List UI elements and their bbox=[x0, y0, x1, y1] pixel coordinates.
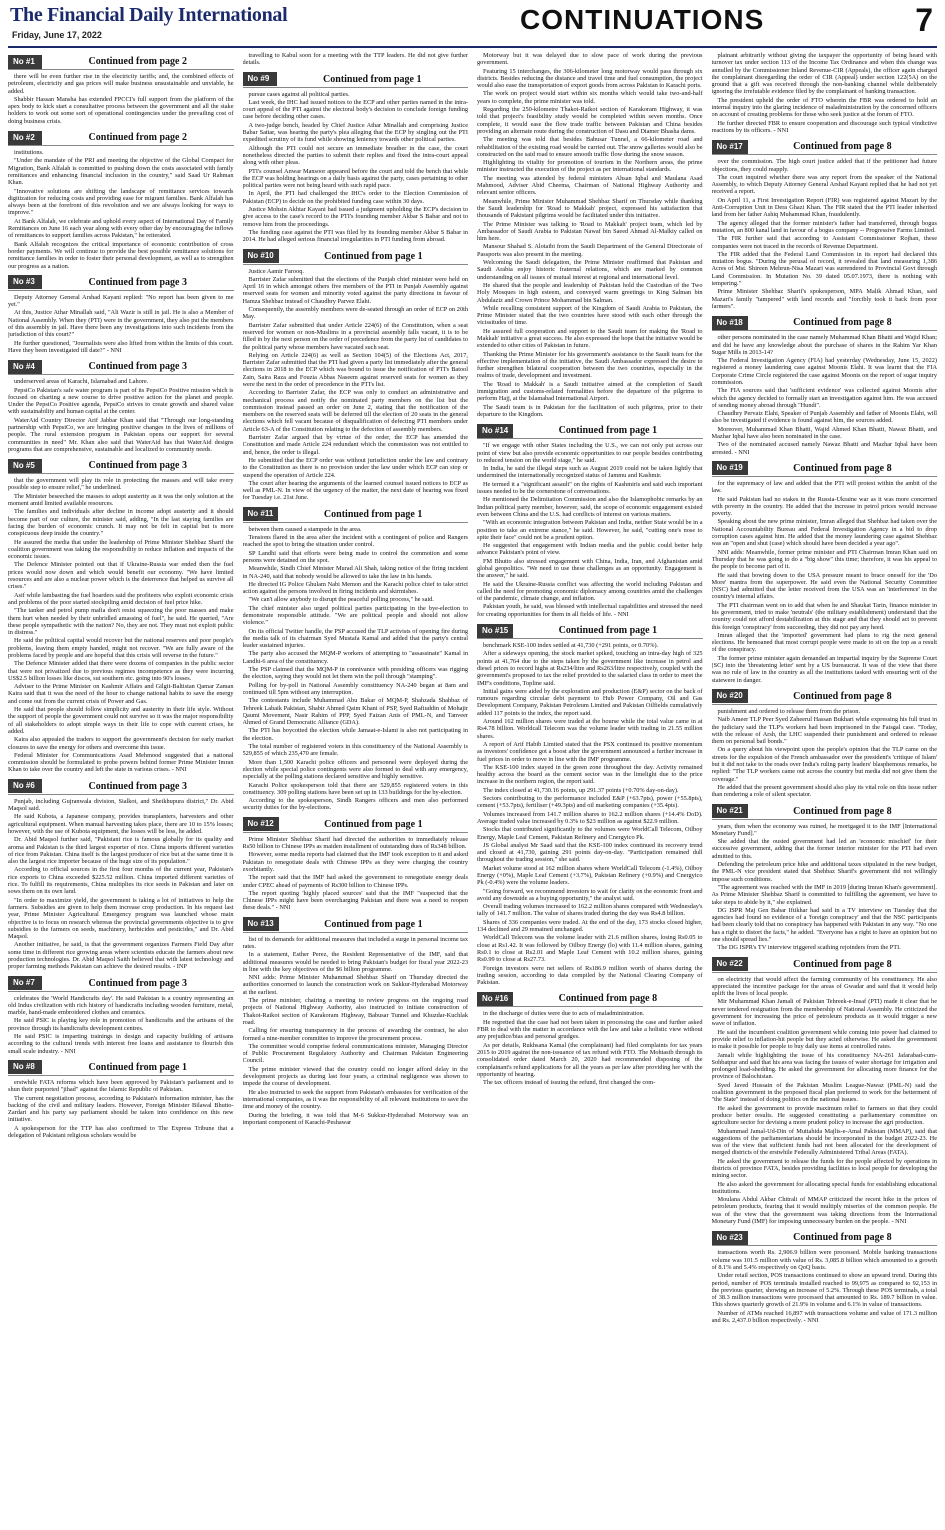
article-paragraph: Meanwhile, Sindh Chief Minister Murad Ali Shah, taking notice of the firing incident in NA-240, said that nobody would be allowed to take the law in his hands. bbox=[242, 565, 468, 580]
article-paragraph: He said Pakistan had no stakes in the Russia-Ukraine war as it was more concerned with poverty in the country. He added that the increase in petrol prices would increase poverty. bbox=[711, 495, 937, 518]
article-paragraph: Punjab, including Gujranwala division, Sialkot, and Sheikhupura district," Dr. Abid Maqsol said. bbox=[8, 797, 234, 813]
article-paragraph: celebrates the 'World Handicrafts day'. He said Pakistan is a country representing an old Indus civilization with rich history of handicrafts including wooden furniture, metal, marble, hand-made embroidered clothes and ceramics. bbox=[8, 994, 234, 1017]
continued-from-label: Continued from page 8 bbox=[793, 462, 892, 474]
article bbox=[243, 507, 469, 812]
article-paragraph: The current negotiation process, according to Pakistan's information minister, has the backing of the civil and military leaders. However, Foreign Minister Bilawal Bhutto-Zardari and his party say parliament should be taken into confidence on this new initiative. bbox=[8, 1094, 234, 1124]
continued-from-label: Continued from page 3 bbox=[88, 780, 187, 792]
article-paragraph: Consequently, the assembly members were de-seated through an order of ECP on 20th May. bbox=[242, 306, 468, 321]
column-4 bbox=[712, 52, 938, 1522]
article-paragraph: The court inquired whether there was any report from the speaker of the National Assembly, to which Deputy Attorney General Arshad Kayani replied that he had not yet received a report. bbox=[711, 173, 937, 196]
article-paragraph: there will be even further rise in the electricity tariffs; and, the combined effects of petroleum, electricity and gas prices will make business unsustainable and unviable, he added. bbox=[8, 73, 234, 95]
article-paragraph: The FIR further said that according to Assistant Commissioner Rojhan, these companies were not traced in the records of Revenue Department. bbox=[711, 235, 937, 250]
article-paragraph: PTI's counsel Anwar Mansoor appeared before the court and told the bench that while the ECP was holding hearings on a daily basis against the party, cases pertaining to other political parties were not being heard with such rapid pace. bbox=[242, 167, 468, 190]
article-paragraph: Under retail section, POS transactions continued to show an upward trend. During this period, number of POS terminals installed reached to 99,975 as compared to 92,153 in the previous quarter, showing an increase of 5.2%. Through these POS terminals, a total of 38.3 million transactions were processed that amounted to Rs. 189.7 billion in value. This shows quarterly growth of 21.9% in volume and 6.1% in value of transactions. bbox=[711, 1272, 937, 1309]
article-paragraph: JS Global analyst Mr Saad said that the KSE-100 index continued its recovery trend and closed at 41,730, gaining 291 points day-on-day. "Participation remained dull throughout the trading session," she said. bbox=[477, 841, 703, 864]
article-paragraph: Justice Aamir Farooq. bbox=[248, 267, 304, 275]
article-paragraph: While recalling consistent support of the Kingdom of Saudi Arabia to Pakistan, the Prime Minister stated that the two countries have stood with each other through the vicissitudes of time. bbox=[477, 304, 703, 327]
article-paragraph: The Saudi team is in Pakistan for the facilitation of such pilgrims, prior to their departure to the Kingdom. bbox=[477, 403, 703, 418]
continued-from-label: Continued from page 3 bbox=[88, 276, 187, 288]
article-paragraph: Naib Ameer TLP Peer Syed Zaheerul Hassan Bukhari while expressing his full trust in the judiciary said the TLP's workers had been imprisoned in the Faisgal case. "Today, with the release of Arsh, the LHC suspended their punishment and ordered to release them on personal bail bonds." bbox=[711, 716, 937, 746]
article-paragraph: At this, Justice Athar Minallah said, "Ali Wazir is still in jail. He is also a Member of National Assembly. When they (PTI) were in the government, they also put the members of this assembly in jail. Have there been any investigations into such incidents from the jurisdiction of this court?" bbox=[8, 309, 234, 339]
article-paragraph: The index closed at 41,730.16 points, up 291.37 points (+0.70% day-on-day). bbox=[483, 786, 679, 794]
article-paragraph: The Federal Investigation Agency (FIA) had yesterday (Wednesday, June 15, 2022) registered a money laundering case against Moonis Elahi. It was learnt that the FIA Corporate Crime Circle registered the case against Moonis on the report of sugar inquiry commission. bbox=[711, 357, 937, 386]
article-header bbox=[243, 817, 469, 833]
continued-from-label: Continued from page 3 bbox=[88, 361, 187, 373]
article-paragraph: Stocks that contributed significantly to the volumes were WorldCall Telecom, Oilboy Energy, Maple Leaf Cement, Pakistan Refinery and Cnergyico Pk. bbox=[477, 826, 703, 841]
column-3 bbox=[477, 52, 703, 1522]
article-paragraph: On its official Twitter handle, the PSP accused the TLP activists of opening fire during the media talk of its chairman Syed Mustafa Kamal and added that the party's central leader sustained injuries. bbox=[242, 627, 468, 650]
article-paragraph: Kaira also appealed the traders to support the government's decision for early market closures to save the energy for others and overcome this issue. bbox=[8, 736, 234, 751]
article-paragraph: Two of the nominated accused namely Nawaz Bhatti and Mazhar Iqbal have been arrested. - NNI bbox=[711, 441, 937, 456]
article bbox=[8, 458, 234, 774]
continued-from-label: Continued from page 8 bbox=[793, 805, 892, 817]
article-header bbox=[243, 917, 469, 933]
article-paragraph: He submitted that the ECP order was without jurisdiction under the law and contrary to the Constitution as there is no provision under the law under which ECP can stop or suspend the operation of Article 224. bbox=[242, 456, 468, 479]
masthead-rule bbox=[8, 46, 937, 48]
article-paragraph: The meeting was attended by federal ministers Ahsan Iqbal and Maulana Asad Mahmood, Adviser Abid Cheema, Chairman of National Highway Authority and relevant senior officers. bbox=[477, 174, 703, 197]
article bbox=[712, 461, 938, 684]
article-paragraph: At Bank Alfalah, we celebrate and uphold every aspect of International Day of Family Remittances on June 16 each year along with every other day by encouraging the inflows of remittances to support families across Pakistan," he reiterated. bbox=[8, 217, 234, 240]
article-paragraph: Number of ATMs reached 16,897 with transactions volume and value of 171.3 million and Rs. 2,437.0 billion respectively. - NNI bbox=[711, 1309, 937, 1325]
article-paragraph: However, some media reports had claimed that the IMF took exception to it and asked Pakistan to renegotiate deals with Chinese IPPs as they were charging the country exorbitantly. bbox=[242, 851, 468, 873]
article bbox=[477, 991, 703, 1086]
article-paragraph: Foreign investors were net sellers of Rs186.9 million worth of shares during the trading session, according to data compiled by the National Clearing Company of Pakistan. bbox=[477, 964, 703, 987]
continued-from-label: Continued from page 1 bbox=[558, 425, 658, 437]
article-paragraph: He assured the media that under the leadership of Prime Minister Shehbaz Sharif the coalition government was taking the responsibility to reduce inflation and impacts of the economic issues. bbox=[8, 538, 234, 561]
article-number-tag: No #9 bbox=[243, 72, 277, 86]
article-paragraph: The report said that the IMF had asked the government to renegotiate energy deals under CPEC ahead of payments of Rs300 billion to Chinese IPPs. bbox=[242, 874, 468, 889]
article-paragraph: Another initiative, he said, is that the government organizes Farmers Field Day after some time in different rice growing areas where scientists educate the farmers about new production technologies. Dr. Abid Maqsol Saith believed that with latest technology and proper farming methods Pakistan can achieve the desired results. - INP bbox=[8, 941, 234, 971]
article-header bbox=[477, 423, 703, 439]
article-paragraph: The former prime minister again demanded an impartial inquiry by the Supreme Court (SC) into the 'threatening letter' sent by a US bureaucrat. It was of the view that there was no rule of law in the country as all the institutions tasked with ensuring writ of the statewere in danger. bbox=[711, 654, 937, 684]
article-paragraph: Prime Minister Shehbaz Sharif had directed the authorities to immediately release Rs50 billion to Chinese IPPs as maiden installment of outstanding dues of Rs348 billion. bbox=[242, 835, 468, 851]
article-paragraph: Justice Mohsin Akhtar Kayani had issued a judgment upholding the ECP's decision to give access to the case's record to the PTI's founding member Akbar S Babar and not to remove him from the proceedings. bbox=[242, 206, 468, 228]
article-paragraph: More than 1,500 Karachi police officers and personnel were deployed during the election while special police contingents were also formed to deal with any emergency, especially at the polling stations declared sensitive and highly sensitive. bbox=[242, 758, 468, 781]
article-paragraph: Regarding the 250-kilometre Thakot-Raikot section of Karakoram Highway, it was told that project's feasibility study would be completed within seven months. Once complete, it would ease the flow trade traffic between Pakistan and China besides providing an alternate route during the construction of Dasu and Diamer Bhasha dams. bbox=[477, 106, 703, 135]
article-paragraph: The tax officers instead of issuing the refund, first changed the com- bbox=[483, 1079, 656, 1087]
article-paragraph: The Prime Minister was talking to 'Road to Makkah' project team, which led by Ambassador of Saudi Arabia to Pakistan Nawaf bin Saeed Ahmad Al-Malkiy called on him here. bbox=[477, 220, 703, 243]
article-paragraph: The PTI has boycotted the election while Jamaat-e-Islami is also not participating in the election. bbox=[242, 727, 468, 742]
issue-date: Friday, June 17, 2022 bbox=[12, 30, 102, 40]
article-paragraph: He said the incumbent coalition government while coming into power had claimed to provide relief to inflation-hit people but they acted otherwise. He asked the government to make it possible for people to buy daily use items at controlled rates. bbox=[711, 1028, 937, 1051]
article-paragraph: transactions worth Rs. 2,906.9 billion were processed. Mobile banking transactions volume was 101.5 million with value of Rs. 3,085.8 billion which amounted to a growth of 8.1% and 5.4% respectively on QoQ basis. bbox=[711, 1249, 937, 1271]
continued-from-label: Continued from page 1 bbox=[323, 508, 423, 520]
article-paragraph: He shared that the people and leadership of Pakistan hold the Custodian of the Two Holy Mosques in high esteem, and conveyed warm greetings to King Salman bin Abdulaziz and Crown Prince Mohammad bin Salman. bbox=[477, 281, 703, 304]
continued-from-label: Continued from page 2 bbox=[88, 56, 187, 67]
article-paragraph: The agency alleged that the former minister's father had transferred, through bogus mutation, an 800 kanal land in favour of a bogus company -- Progressive Farms Limited. bbox=[711, 219, 937, 234]
article-paragraph: Barrister Zafar submitted that the elections of the Punjab chief minister were held on April 16 in which amongst others five members of the PTI in Punjab Assembly against reserved seats for women and minority voted against the party directions in favour of Hamza Shehbaz instead of Chaudhry Parvez Elahi. bbox=[242, 275, 468, 305]
continued-from-label: Continued from page 2 bbox=[88, 132, 187, 144]
article-number-tag: No #4 bbox=[8, 360, 42, 374]
article-number-tag: No #6 bbox=[8, 779, 42, 793]
article-paragraph: Barrister Zafar submitted that under Article 224(6) of the Constitution, when a seat reserved for women or non-Muslims in a provincial assembly falls vacant, it is to be filled in by the next person on the order of precedence from the party list of candidates to the political party whose members have vacated such seat. bbox=[242, 321, 468, 351]
article-number-tag: No #20 bbox=[712, 689, 748, 703]
article-paragraph: The prime minister, chairing a meeting to review progress on the ongoing road projects of National Highway Authority, also instructed to initiate construction of Thakot-Raikot section of Karakoram Highway, Babusar Tunnel and Khuzdar-Kuchlak road. bbox=[242, 997, 468, 1026]
article-header bbox=[8, 275, 234, 291]
article-paragraph: Mansour Shahad S. Alotaibi from the Saudi Department of the General Directorate of Passports was also present in the meeting. bbox=[477, 243, 703, 258]
article-paragraph: that the government will play its role in protecting the masses and will take every possible step to ensure relief," he underlined. bbox=[8, 477, 234, 492]
article-paragraph: Shares of 336 companies were traded. At the end of the day, 173 stocks closed higher, 134 declined and 29 remained unchanged. bbox=[477, 918, 703, 934]
article bbox=[8, 1060, 234, 1139]
continued-from-label: Continued from page 8 bbox=[793, 958, 892, 970]
continued-from-label: Continued from page 1 bbox=[323, 73, 422, 85]
article-header bbox=[243, 249, 469, 265]
article-paragraph: NNI adds: Meanwhile, former prime minister and PTI Chairman Imran Khan said on Thursday that he was going to do a "big show" this time; therefore, it was his appeal to the people to become part of it. bbox=[711, 548, 937, 571]
continued-from-label: Continued from page 1 bbox=[88, 1061, 187, 1073]
article-paragraph: "Going forward, we recommend investors to wait for clarity on the economic front and avoid any downside as a buying opportunity," the analyst said. bbox=[477, 887, 703, 902]
article-paragraph: in the discharge of duties were due to acts of maladministration. bbox=[483, 1010, 645, 1018]
article bbox=[477, 52, 703, 418]
article-paragraph: The families and individuals after decline in income adopt austerity and it should become part of our culture, the minister said, adding, "In the last staying families are facing the burden of economic crunch. It may not be felt in capital but is more conspicuous deep inside the country." bbox=[8, 508, 234, 538]
article-number-tag: No #7 bbox=[8, 976, 42, 990]
continued-from-label: Continued from page 1 bbox=[558, 625, 658, 637]
column-1 bbox=[8, 52, 234, 1522]
article-number-tag: No #15 bbox=[477, 624, 513, 638]
article-paragraph: The meeting was told that besides Babusar Tunnel, a 66-kilometer road and rehabilitation of the existing road would be carried out. The snow galleries would also be constructed on the said road to ensure smooth traffic flow during the snow season. bbox=[477, 136, 703, 158]
article bbox=[243, 817, 469, 912]
article-paragraph: He asked the government to release the funds for the people affected by operations in districts of province FATA, besides providing facilities to local people for developing the mining sector. bbox=[711, 1157, 937, 1180]
article-paragraph: The 'Road to Makkah' is a Saudi initiative aimed at the completion of Saudi immigration and customs-related formalities before the departure of the pilgrims to perform Hajj, at the Islamabad International Airport. bbox=[477, 380, 703, 403]
article-number-tag: No #19 bbox=[712, 461, 748, 475]
article bbox=[712, 52, 938, 134]
article-paragraph: "If we engage with other States including the U.S., we can not only put across our point of view but also provide economic opportunities to our people besides contributing to reduced tension on the world stage," he said. bbox=[477, 442, 703, 464]
article-paragraph: plainant arbitrarily without giving the taxpayer the opportunity of being heard with turnover tax under section 113 of the Income Tax Ordinance and when this change was annulled by the Commissioner Inland Revenue-CIR (Appeals), the officer again charged the complainant disregarding the order of CIR (Appeal) under section 122(5A) on the ground that a gift was received through the non-banking channel while deliberately ignoring the irrefutable evidence filed by the complainant of banking transaction. bbox=[711, 52, 937, 96]
article-paragraph: Meanwhile, Prime Minister Muhammad Shehbaz Sharif on Thursday while thanking the Saudi leadership for 'Road to Makkah' project, expressed his satisfaction that thousands of Pakistani pilgrims would be facilitated under this initiative. bbox=[477, 197, 703, 220]
article-header bbox=[243, 507, 469, 523]
article-paragraph: WaterAid Country Director Arif Jabbar Khan said that "Through our long-standing partnership with PepsiCo, we are bringing positive changes in the lives of millions of people. The rural extension program in Pakistan opens our support for several communities in need" Mr. Khan also said that WaterAid has that WaterAid designs programs that are comprehensive, sustainable and localized to community needs. bbox=[8, 416, 234, 453]
article bbox=[712, 957, 938, 1226]
article-number-tag: No #12 bbox=[243, 817, 279, 831]
article-paragraph: benchmark KSE-100 index settled at 41,730 (+291 points, or 0.70%). bbox=[483, 642, 659, 650]
masthead bbox=[0, 0, 945, 48]
article-paragraph: Prime Minister Shehbaz Sharif's spokesperson, MPA Malik Ahmad Khan, said Mazari's family "tampered" with land records and "forcibly took it back from poor farmers". bbox=[711, 288, 937, 310]
article-paragraph: A spokesperson for the TTP has also confirmed to The Express Tribune that a delegation of Pakistani religious scholars would be bbox=[8, 1124, 234, 1140]
article-paragraph: He further questioned, "Journalists were also lifted from within the limits of this court. Have they been investigated till date?" - NNI bbox=[8, 339, 234, 354]
article-paragraph: The work on project would start within six months which would take two-and-half years to complete, the prime minister was told. bbox=[477, 90, 703, 105]
continued-from-label: Continued from page 8 bbox=[793, 141, 892, 153]
article-paragraph: underserved areas of Karachi, Islamabad and Lahore. bbox=[14, 378, 149, 386]
article-paragraph: He regretted that the case had not been taken in processing the case and further asked FBR to deal with the matter in accordance with the law and take a holistic view without any prejudice/bias and personal grudges. bbox=[477, 1018, 703, 1041]
article-header bbox=[712, 139, 938, 155]
article-paragraph: He said the Ukraine-Russia conflict was affecting the world including Pakistan and called the need for promoting economic diplomacy among countries amid the challenges of the pandemic, climate change, and inflation. bbox=[477, 580, 703, 603]
article-paragraph: FM Bhutto also stressed engagement with China, India, Iran, and Afghanistan amid global geopolitics. "We need to use these challenges as an opportunity. Engagement is the answer," he said. bbox=[477, 557, 703, 580]
article-paragraph: Speaking about the new prime minister, Imran alleged that Shehbaz had taken over the National Accountability Bureau and Federal Investigation Agency in a bid to drop corruption cases against him. He added that the money laundering case against Shehbaz was an "open and shut (case) which should have been decided a year ago". bbox=[711, 518, 937, 548]
article bbox=[712, 315, 938, 456]
article-paragraph: He added that the present government should also play its vital role on this issue rather than rendering a role of silent spectator. bbox=[711, 783, 937, 799]
article-paragraph: A report of Arif Habib Limited stated that the PSX continued its positive momentum as investors' confidence got a boost after the government announced a further increase in fuel prices in order to move in line with the IMF programme. bbox=[477, 740, 703, 763]
article-number-tag: No #8 bbox=[8, 1060, 42, 1074]
article-paragraph: other persons nominated in the case namely Muhammad Khan Bhatti and Wajid Khan; and did he have any knowledge about the purchase of shares in the Rahim Yar Khan Sugar Mills in 2013-14? bbox=[711, 334, 937, 356]
article-paragraph: In India, he said the illegal steps such as August 2019 could not be taken lightly that undermined the internationally recognized status of Jammu and Kashmir. bbox=[477, 465, 703, 480]
article-paragraph: The DG ISPR's TV interview triggered scathing rejoinders from the PTI. bbox=[717, 944, 901, 952]
article-header bbox=[8, 130, 234, 146]
article-paragraph: The FIA sources said that 'sufficient evidence' was collected against Moonis after which the agency decided to formally start an investigation against him. He was accused of sending money abroad through "Hundi". bbox=[711, 387, 937, 409]
article-number-tag: No #14 bbox=[477, 424, 513, 438]
article-paragraph: The prime minister viewed that the country could no longer afford delay in the development projects as during last four years, a criminal negligence was shown to impede the course of development. bbox=[242, 1065, 468, 1088]
article-paragraph: Highlighting its vitality for promotion of tourism in the Northern areas, the prime minister instructed the execution of the project as per international standards. bbox=[477, 159, 703, 174]
article bbox=[712, 1230, 938, 1324]
article-header bbox=[243, 72, 469, 88]
article-paragraph: erstwhile FATA reforms which have been approved by Pakistan's parliament and to shun their purported "jihad" against the Islamic Republic of Pakistan. bbox=[8, 1078, 234, 1094]
article-paragraph: travelling to Kabul soon for a meeting with the TTP leaders. He did not give further details. bbox=[242, 52, 468, 67]
article-header bbox=[8, 54, 234, 70]
article-paragraph: He suggested that engagement with Indian media and the public could better help advance Pakistan's point of view. bbox=[477, 542, 703, 557]
article bbox=[8, 976, 234, 1055]
article bbox=[8, 54, 234, 125]
article-paragraph: Defending the petroleum price hike and additional taxes stipulated in the new budget, the PML-N vice president stated that Shehbaz Sharif's government did not willingly impose such conditions. bbox=[711, 861, 937, 883]
continued-from-label: Continued from page 8 bbox=[558, 993, 658, 1005]
article-paragraph: The court after hearing the arguments of the learned counsel issued notices to ECP as well as PML-N. In view of the urgency of the matter, the next date of hearing was fixed for Tuesday i.e. 21st June. bbox=[242, 479, 468, 502]
article-paragraph: Deputy Attorney General Arshad Kayani replied: "No report has been given to me yet." bbox=[8, 293, 234, 309]
article-paragraph: Syed Javed Hussain of the Pakistan Muslim League-Nawaz (PML-N) said the coalition government in the proposed fiscal plan preferred to work for the betterment of "the State" instead of doing politics on the national issues. bbox=[711, 1081, 937, 1104]
newspaper-title: The Financial Daily International bbox=[10, 4, 288, 26]
article-paragraph: During the briefing, it was told that M-6 Sukkur-Hyderabad Motorway was an important component of Karachi-Peshawar bbox=[242, 1111, 468, 1126]
article-columns bbox=[8, 52, 937, 1522]
article-paragraph: He asked the government to provide maximum relief to farmers so that they could produce better results. He suggested constituting a parliamentary committee on agriculture sector for devising a more prudent policy to increase the agri production. bbox=[711, 1104, 937, 1127]
article-paragraph: She added that the ousted government had led an 'economic mischief' for their successive government, adding that the former interior minister for the PTI had even admitted to this. bbox=[711, 838, 937, 860]
article-paragraph: Welcoming the Saudi delegation, the Prime Minister reaffirmed that Pakistan and Saudi Arabia enjoy historic fraternal relations, which are marked by common understanding on all issues of mutual interest at regional and international level. bbox=[477, 259, 703, 281]
article bbox=[712, 804, 938, 952]
article bbox=[243, 249, 469, 502]
article-paragraph: WorldCall Telecom was the volume leader with 21.6 million shares, losing Rs0.05 to close at Rs1.42. It was followed by Oilboy Energy (lo) with 11.4 million shares, gaining Rs0.1 to close at Rs2.01 and Maple Leaf Cement with 10.2 million shares, gaining Rs0.99 to close at Rs27.73. bbox=[477, 934, 703, 964]
article-paragraph: Muhammad Jamal-Ud-Din of Muttahida Majlis-e-Amal Pakistan (MMAP), said that suggestions of the parliamentarians should be incorporated in the budget 2022-23. He was of the view that sufficient funds had not been allocated for the development of merged districts of the erstwhile Federally Administered Tribal Areas (FATA). bbox=[711, 1127, 937, 1157]
article-number-tag: No #13 bbox=[243, 917, 279, 931]
article-paragraph: He further directed FBR to ensure cooperation and discourage such typical vindictive reactions by its officers. - NNI bbox=[711, 119, 937, 134]
article-paragraph: Relying on Article 224(6) as well as Section 104(5) of the Elections Act, 2017, Barrister Zafar submitted that the PTI had given a party list immediately after the general elections in 2018 to the ECP which was bound to issue the notification of PTI's Batool Zain, Saira Raza and Fouzia Abbas Naseem against reserved seats for women as they were the next in the order of precedence in the PTI's list. bbox=[242, 351, 468, 388]
article-header bbox=[477, 623, 703, 639]
article bbox=[712, 689, 938, 799]
section-title: CONTINUATIONS bbox=[520, 4, 765, 35]
article-number-tag: No #23 bbox=[712, 1231, 748, 1245]
article-header bbox=[712, 804, 938, 820]
article-paragraph: Overall trading volumes increased to 162.2 million shares compared with Wednesday's tally of 141.7 million. The value of shares traded during the day was Rs4.8 billion. bbox=[477, 903, 703, 918]
article-paragraph: institutions. bbox=[14, 149, 44, 157]
article-paragraph: The PTI chairman went on to add that when he and Shaukat Tarin, finance minister in his government, tried to make 'neutrals' (the military establishment) understand that the country could not afford destabilization at this stage and that they should act to prevent this foreign 'conspiracy' from succeeding, they did not pay any heed. bbox=[711, 601, 937, 631]
article-paragraph: list of its demands for additional measures that included a surge in personal income tax rates. bbox=[242, 935, 468, 950]
article-paragraph: Thanking the Prime Minister for his government's assistance to the Saudi team for the effective implementation of the initiative, the Saudi Ambassador expressed the desire to further strengthen bilateral cooperation between the two countries, especially in the realms of trade, development and investment. bbox=[477, 350, 703, 380]
continued-from-label: Continued from page 3 bbox=[88, 460, 187, 472]
article-header bbox=[477, 991, 703, 1007]
article-paragraph: on electricity that would affect the farming community of his constituency. He also appreciated the incentive package for the areas of Gwadar and said that it would help uplift the lives of local people. bbox=[711, 975, 937, 998]
article bbox=[243, 917, 469, 1126]
article bbox=[712, 139, 938, 310]
article-header bbox=[8, 458, 234, 474]
article-paragraph: Initial gains were aided by the exploration and production (E&P) sector on the back of rumours regarding circular debt payment to Hub Power Company, Oil and Gas Development Company, Pakistan Petroleum Limited and Pakistan Oilfields cumulatively added 117 points to the index, the report said. bbox=[477, 687, 703, 717]
article-paragraph: Mir Muhammad Khan Jamali of Pakistan Tehreek-e-Insaf (PTI) made it clear that he never tendered resignation from the membership of National Assembly. He criticized the government for increasing the price of petroleum products as it would trigger a new wave of inflation. bbox=[711, 998, 937, 1028]
article-paragraph: Last week, the IHC had issued notices to the ECP and other parties named in the intra-court appeal of the PTI against the electoral body's decision to conclude foreign funding case before deciding other cases. bbox=[242, 98, 468, 121]
article-paragraph: The funding case against the PTI was filed by its founding member Akbar S Babar in 2014. He had alleged serious financial irregularities in PTI funding from abroad. bbox=[242, 228, 468, 244]
article-header bbox=[712, 957, 938, 973]
article-paragraph: According to the spokesperson, Sindh Rangers officers and men also performed security duties for the by-elections. bbox=[242, 797, 468, 812]
article-paragraph: NNI adds: Prime Minister Muhammad Shehbaz Sharif on Thursday directed the authorities concerned to launch the construction work on Sukkur-Hyderabad Motorway at the earliest. bbox=[242, 974, 468, 996]
article-paragraph: The committee would comprise federal communications minister, Managing Director of Public Procurement Regulatory Authority and Chairman Pakistan Engineering Council. bbox=[242, 1042, 468, 1065]
article-paragraph: The Defence Minister added that there were dozens of companies in the public sector that were not privatized due to previous regimes incompetence as they were incurring US$2.5 billion losses like discos, sui southern etc. going into 90's losses. bbox=[8, 660, 234, 682]
article-paragraph: years, then when the economy was ruined, he mortgaged it to the IMF [International Monetary Fund]." bbox=[711, 822, 937, 837]
article-paragraph: The KSE-100 index stayed in the green zone throughout the day. Activity remained healthy across the board as the cement sector was in the limelight due to the price increase in the northern region, the report said. bbox=[477, 763, 703, 786]
article-paragraph: Although the PTI could not secure an immediate breather in the case, the court nonetheless directed the parties to submit their replies and fixed the intra-court appeal along with other pleas. bbox=[242, 144, 468, 167]
article-paragraph: He said that people should follow simplicity and austerity in their life style. Without the support of people the government could not survive so it was the major responsibility of all stakeholders to adopt simple ways in their life to cope with current crises, he added. bbox=[8, 706, 234, 735]
article-paragraph: SP Landhi said that efforts were being made to control the commotion and some persons were detained on the spot. bbox=[242, 549, 468, 564]
article-paragraph: Polling for by-poll in National Assembly constituency NA-240 began at 8am and continued till 5pm without any interruption. bbox=[242, 681, 468, 696]
article-paragraph: Federal Minister for Communications Asad Mehmood suggested that a national commission should be formulated to probe powers behind former Prime Minister Imran Khan to take over the country and left the state in various crises. - NNI bbox=[8, 751, 234, 774]
article-paragraph: He said the political capital would recover but the national reserves and poor people's problems, leaving them empty handed, might not recover. "We are fully aware of the problems faced by people and are hopeful that this crisis will reverse in the future." bbox=[8, 637, 234, 659]
article-paragraph: "In order to maximize yield, the government is taking a lot of initiatives to help the farmers. Subsidies are given to help them increase crop production. In his request last year, Prime Minister Agricultural Emergency program was launched whose main objective is to focus on research whereas the provincial governments objective is to give subsidies to the farmers on seeds, machinery, herbicides and pesticides," and Dr. Abid Maqsol. bbox=[8, 896, 234, 941]
article-header bbox=[712, 1230, 938, 1246]
article-paragraph: He said Kubota, a Japanese company, provides transplanters, harvesters and other agricultural equipment. When manual harvesting takes place, there are 10 to 15% losses; however, with the use of Kubota equipment, the losses will be less, he added. bbox=[8, 813, 234, 835]
article-paragraph: The president upheld the order of FTO wherein the FBR was ordered to hold an internal inquiry into the glaring incidence of maladministration by the concerned officers on account of creating problems for those who seek justice at the forum of FTO. bbox=[711, 96, 937, 119]
article-paragraph: The total number of registered voters in this constituency of the National Assembly is 529,855 of which 235,470 are female. bbox=[242, 743, 468, 758]
article-header bbox=[8, 359, 234, 375]
article-paragraph: "Innovative solutions are shifting the landscape of remittance services towards digitization for reducing costs and providing ease for migrant families. Bank Alfalah has always been at the forefront of this revolution and we are always looking for ways to improve." bbox=[8, 187, 234, 217]
article-number-tag: No #21 bbox=[712, 804, 748, 818]
continued-from-label: Continued from page 8 bbox=[793, 317, 892, 329]
article-number-tag: No #22 bbox=[712, 957, 748, 971]
article-paragraph: PepsiCo Pakistan's safe water program is part of its PepsiCo Positive mission which is focused on charting a new course to drive positive action for the planet and people. Under the PepsiCo Positive agenda, PepsiCo strives to create growth and shared value with sustainability and human capital at the center. bbox=[8, 386, 234, 416]
article-paragraph: Jamali while highlighting the issue of his constituency NA-261 Jafarabad-cum-Sohbatpur and said that his area was facing the issues of water shortage for irrigation and prolonged load-shedding. He asked the government for allocating more finance for the province of Balochistan. bbox=[711, 1051, 937, 1081]
article-paragraph: Featuring 15 interchanges, the 306-kilometer long motorway would pass through six districts. Besides reducing the distance and travel time and fuel consumption, the project would also ease the transportation of export goods from across Pakistan to Karachi ports. bbox=[477, 67, 703, 90]
article-paragraph: over the commission. The high court justice added that if the petitioner had future objections, they could reapply. bbox=[711, 158, 937, 173]
article-paragraph: Around 162 million shares were traded at the bourse while the total value came in at Rs4.78 billion. Worldcall Telecom was the volume leader with trading in 21.55 million shares. bbox=[477, 718, 703, 740]
article-number-tag: No #11 bbox=[243, 507, 279, 521]
article-number-tag: No #18 bbox=[712, 316, 748, 330]
article-paragraph: pursue cases against all political parties. bbox=[248, 90, 350, 98]
article-paragraph: The contestants include Muhammad Abu Bakar of MQM-P, Shahzada Shahbaz of Tehreek Labaik Pakistan, Shabir Ahmed Qaim Khani of PSP, Syed Rafiuddin of Mohajir Qaumi Movement, Nasir Rahim of PPP, Syed Faizan Anis of PML-N, and Tanveer Ahmed of Grand Democratic Alliance (GDA). bbox=[242, 697, 468, 727]
article-paragraph: Adviser to the Prime Minister on Kashmir Affairs and Gilgit-Baltistan Qamar Zaman Kaira said that it was the need of the hour to change national habits to save the energy and come out from the current crisis of Power and Gas. bbox=[8, 683, 234, 705]
article-paragraph: "The tanker and petrol pump mafia don't resist squeezing the poor masses and make them hurt when needed by their unbridled amassing of fuel", he said. He queried, "Are these people sympathetic with the nation? No, they are not. They must not exploit public in distress." bbox=[8, 607, 234, 637]
article-number-tag: No #17 bbox=[712, 140, 748, 154]
article-paragraph: DG ISPR Maj Gen Babar Iftikhar had said in a TV interview on Tuesday that the agencies had found no evidence of a 'foreign conspiracy' and that the NSC participants had been clearly told that no conspiracy has happened with Pakistan in any way. "No one has a right to distort the facts," he added. "Everyone has a right to have an opinion but no one should spread lies." bbox=[711, 906, 937, 943]
article-paragraph: "Under the mandate of the PRI and meeting the objective of the Global Compact for Migration, Bank Alfalah is committed to pushing down the costs associated with family remittances and enhancing financial inclusion in the country," said Saad Ur Rahman Khan. bbox=[8, 157, 234, 187]
article-number-tag: No #16 bbox=[477, 992, 513, 1006]
article-paragraph: After a sideways opening, the stock market spiked, touching an intra-day high of 325 points at 41,764 due to the steps taken by the government like increase in petrol and diesel prices to record highs at Rs234/litre and Rs263/litre respectively, coupled with the government's proposed to tax the relief provided to the salaried class in order to meet the IMF's conditions, Topline said. bbox=[477, 650, 703, 687]
article-number-tag: No #3 bbox=[8, 275, 42, 289]
article-number-tag: No #2 bbox=[8, 131, 42, 145]
article-paragraph: "The agreement was reached with the IMF in 2019 [during Imran Khan's government]. As Prime Minister Shehbaz Sharif is committed to fulfilling the agreement, we have to take steps to abide by it," she explained. bbox=[711, 883, 937, 906]
continued-from-label: Continued from page 1 bbox=[324, 250, 423, 262]
article-paragraph: On a query about his viewpoint upon the people's opinion that the TLP came on the streets for the expulsion of the French ambassador over the president's 'critique of Islam' but it did not take to the roads over India's ruling party leaders' blasphemous remarks, he replied: "The TLP workers came out across the country but media did not give them the coverage." bbox=[711, 746, 937, 783]
article-number-tag: No #1 bbox=[8, 55, 42, 69]
article-paragraph: He also instructed to seek the support from Pakistan's embassies for verification of the international companies, as it was the responsibility of all relevant institutions to save the time and money of the country. bbox=[242, 1088, 468, 1111]
article-paragraph: Calling for ensuring transparency in the process of awarding the contract, he also formed a nine-member committee to improve the procurement process. bbox=[242, 1027, 468, 1042]
article-paragraph: As per details, Rukhsana Kamal (the complainant) had filed complaints for tax years 2015 to 2019 against the non-issuance of tax refund with FTO. The Mohtasib through its consolidated order dated March 20, 2020 had recommended disposing of the complainant's refund applications for all the years as per law after providing her with the opportunity of hearing. bbox=[477, 1041, 703, 1078]
article-paragraph: On April 11, a First Investigation Report (FIR) was registered against Mazari by the Anti-Corruption Unit in Dera Ghazi Khan. The FIR stated that the PTI leader inherited land from her father Ashiq Muhammad Khan, fraudulently. bbox=[711, 196, 937, 219]
article-paragraph: Market volume stood at 162 million shares where WorldCall Telecom (-1.4%), Oilboy Energy (+0%), Maple Leaf Cement (+3.7%), Pakistan Refinery (+0.9%) and Cnergyico Pk (-0.4%) were the volume leaders. bbox=[477, 864, 703, 887]
continued-from-label: Continued from page 1 bbox=[324, 918, 423, 930]
article-paragraph: for the supremacy of law and added that the PTI will protest within the ambit of the law. bbox=[711, 479, 937, 495]
article-paragraph: The Defence Minister pointed out that if Ukraine-Russia war ended then the fuel prices would now down and which would benefit our economy. "We have limited resources and are also a nuclear power which is the deterrence that helped us survive all crises." bbox=[8, 561, 234, 591]
article-paragraph: According to Barrister Zafar, the ECP was only to conduct an administrative and mechanical process and notify the nominated party members on the list but the commission instead passed an order on June 2, stating that the notification of the members on the reserved seats will be deferred till the election of 20 seats in the general elections which fell vacant because of disqualification of defecting PTI members under Article 63-A of the Constitution relating to the defection of assembly members. bbox=[242, 389, 468, 433]
article bbox=[8, 130, 234, 270]
article bbox=[243, 72, 469, 244]
article-paragraph: He mentioned the Delimitation Commission and also the Islamophobic remarks by an Indian political party member, however, said, the scope of economic engagement existed even between China and the U.S. had conflicts of interest on various matters. bbox=[477, 496, 703, 518]
continued-from-label: Continued from page 1 bbox=[324, 818, 423, 830]
article-header bbox=[8, 976, 234, 992]
article-paragraph: He said PSIC is playing key role in promotion of handicrafts and the artisans of the province through its handicrafts development centres. bbox=[8, 1017, 234, 1032]
article-paragraph: Motorway but it was delayed due to slow pace of work during the previous government. bbox=[477, 52, 703, 67]
article-paragraph: Moulana Abdul Akbar Chitrali of MMAP criticized the recent hike in the prices of petroleum products, fearing that it would multiply miseries of the common people. He was of the view that the government was taking directions from the International Monetary Fund (IMF) for imposing unnecessary burden on the people. - NNI bbox=[711, 1196, 937, 1226]
article-paragraph: Volumes increased from 141.7 million shares to 162.2 million shares (+14.4% DoD). Average traded value increased by 0.3% to $23 million as against $22.9 million. bbox=[477, 810, 703, 825]
article-paragraph: Chaudhry Pervaiz Elahi, Speaker of Punjab Assembly and father of Moonis Elahi, will also be investigated if evidence is found against him, the sources added. bbox=[711, 410, 937, 425]
article-paragraph: In April, the PTI had challenged the IHC's order to the Election Commission of Pakistan (ECP) to decide on the prohibited funding case within 30 days. bbox=[242, 190, 468, 205]
article-paragraph: Shabbir Hassan Mansha has extended FPCCI's full support from the platform of the apex body to kick start a consultative process between the government and all the stake holders to work out some sort of operational contingencies under the prevailing cost of doing business crisis. bbox=[8, 95, 234, 125]
article-paragraph: The report quoting 'highly placed sources' said that the IMF "suspected that the Chinese IPPs might have been overcharging Pakistan and there was a need to reopen these deals." - NNI bbox=[242, 889, 468, 912]
article-paragraph: The chief minister also urged political parties participating in the bye-election to demonstrate responsible attitude. "We are political people and should not allow violence." bbox=[242, 604, 468, 627]
article bbox=[477, 423, 703, 618]
article-paragraph: Barrister Zafar argued that by virtue of the order, the ECP has amended the Constitution and made Article 224 redundant which the commission was not entitled to and, hence, the order is illegal. bbox=[242, 434, 468, 456]
continued-from-label: Continued from page 8 bbox=[793, 1232, 892, 1244]
article bbox=[8, 779, 234, 971]
article-header bbox=[8, 1060, 234, 1076]
article-paragraph: punishment and ordered to release them from the prison. bbox=[717, 707, 861, 715]
article-paragraph: According to official sources in the first four months of the current year, Pakistan's rice exports to China exceeded $225.52 million. China imported different varieties of rice. To fulfill its requirements, China multiplies its rice seeds in Pakistan and later on sows them on its own land. bbox=[8, 866, 234, 896]
article-paragraph: Karachi Police spokesperson told that there are 529,855 registered voters in this constituency. 309 polling stations have been set up in 133 buildings for the by-election. bbox=[242, 781, 468, 796]
article-paragraph: Pakistan youth, he said, was blessed with intellectual capabilities and stressed the need for creating opportunities for them in all fields of life. - NNI bbox=[477, 603, 703, 618]
article-paragraph: Dr. Abid Maqsol further said, "Pakistani rice is famous globally for its quality and aroma and Pakistan is the third largest exporter of rice. China imports different varieties of rice from Pakistan. China itself is the largest producer of rice but at the same time it is also the largest rice importer because of the huge size of its population." bbox=[8, 836, 234, 866]
article-paragraph: "We can't allow anybody to disrupt the peaceful polling process," he said. bbox=[248, 596, 434, 604]
article-header bbox=[8, 779, 234, 795]
article-paragraph: Imran alleged that the 'imported' government had plans to rig the next general elections. He bemoaned that most corrupt people were made to sit on the top as a result of the conspiracy. bbox=[711, 631, 937, 654]
article bbox=[477, 623, 703, 986]
article-paragraph: He also asked the government for allocating special funds for establishing educational institutions. bbox=[711, 1180, 937, 1195]
article-paragraph: Bank Alfalah recognizes the critical importance of economic contribution of cross border payments. We will continue to provide the best possible remittance solutions for remittance families in order to foster their personal development, as well as to strengthen our progress as a nation. bbox=[8, 240, 234, 270]
continued-from-label: Continued from page 8 bbox=[793, 690, 892, 702]
article-paragraph: The Minister beseeched the masses to adopt austerity as it was the only solution at the moment amid limited available resources. bbox=[8, 492, 234, 508]
article-paragraph: He assured full cooperation and support to the Saudi team for making the 'Road to Makkah' initiative a great success. He also expressed the hope that the initiative would be extended to other cities of Pakistan in future. bbox=[477, 327, 703, 350]
article-paragraph: "With an economic integration between Pakistan and India, neither State would be in a position to take an extreme stance," he said. However, he said, "cutting one's nose to spite their face" could not be a prudent option. bbox=[477, 519, 703, 541]
article-number-tag: No #5 bbox=[8, 459, 42, 473]
article-paragraph: Moreover, Muhammad Khan Bhatti, Wajid Ahmed Khan Bhatti, Nawaz Bhatti, and Mazhar Iqbal have also been nominated in the case. bbox=[711, 425, 937, 441]
article-paragraph: The party also accused the MQM-P workers of attempting to "assassinate" Kamal in Landhi-6 area of the constituency. bbox=[242, 650, 468, 665]
article-header bbox=[712, 315, 938, 331]
article bbox=[8, 275, 234, 354]
article-paragraph: He said that bowing down to the USA pressure meant to brace oneself for the 'Do More' mantra from the superpower. He said even the National Security Committee (NSC) had admitted that the letter received from the USA was an 'interference' in the country's internal affairs. bbox=[711, 571, 937, 601]
article-number-tag: No #10 bbox=[243, 249, 279, 263]
column-2 bbox=[243, 52, 469, 1522]
article-paragraph: A two-judge bench, headed by Chief Justice Athar Minallah and comprising Justice Babar Sattar, was hearing the party's plea alleging that the ECP by singling out the PTI expedited scrutiny of its fund while showing leniency towards other political parties. bbox=[242, 121, 468, 144]
article-paragraph: The PSP claimed that the MQM-P in connivance with presiding officers was rigging the election, saying they would not let them win the poll through "stamping". bbox=[242, 666, 468, 681]
continued-from-label: Continued from page 3 bbox=[88, 977, 187, 989]
article-paragraph: The FIR added that the Federal Land Commission in its report had declared this mutation bogus. "During the perusal of record, it revealed that land measuring 1,386 Acres of Mst. Shireen Mehrun-Nisa Mazari was surrendered to Provincial Govt through Land Commission. In Mutation No. 39 dated 05.07.1973, there is nothing with tempering." bbox=[711, 250, 937, 288]
article-header bbox=[712, 461, 938, 477]
article-paragraph: He directed IG Police Ghulam Nabi Memon and the Karachi police chief to take strict action against the persons involved in firing incidents and skirmishes. bbox=[242, 580, 468, 596]
page-number: 7 bbox=[915, 2, 933, 38]
article-paragraph: Asif while lambasting the fuel hoarders said the profiteers who exploit economic crisis and problems of the poor started stockpiling amid decision of fuel price hike. bbox=[8, 591, 234, 606]
article bbox=[243, 52, 469, 67]
article-paragraph: In a statement, Esther Perez, the Resident Representative of the IMF, said that additional measures would be needed to bring Pakistan's budget for fiscal year 2022-23 in line with the key objectives of the $6 billion programme. bbox=[242, 951, 468, 973]
article bbox=[8, 359, 234, 453]
article-paragraph: between them caused a stampede in the area. bbox=[248, 525, 362, 533]
article-paragraph: Sectors contributing to the performance included E&P (+63.7pts), power (+55.8pts), cement (+53.7pts), fertiliser (+49.3pts) and oil marketing companies (+35.4pts). bbox=[477, 795, 703, 810]
article-header bbox=[712, 689, 938, 705]
article-paragraph: He termed it a "significant assault" on the rights of Kashmiris and said such important issues needed to be the cornerstone of conversations. bbox=[477, 480, 703, 496]
article-paragraph: Tensions flared in the area after the incident with a contingent of police and Rangers reached the spot to bring the situation under control. bbox=[242, 534, 468, 549]
article-paragraph: He said PSIC is imparting trainings in design and capacity building of artisans according to the cultural trends with interest free loans and assistance to flourish this small scale industry. - NNI bbox=[8, 1033, 234, 1055]
